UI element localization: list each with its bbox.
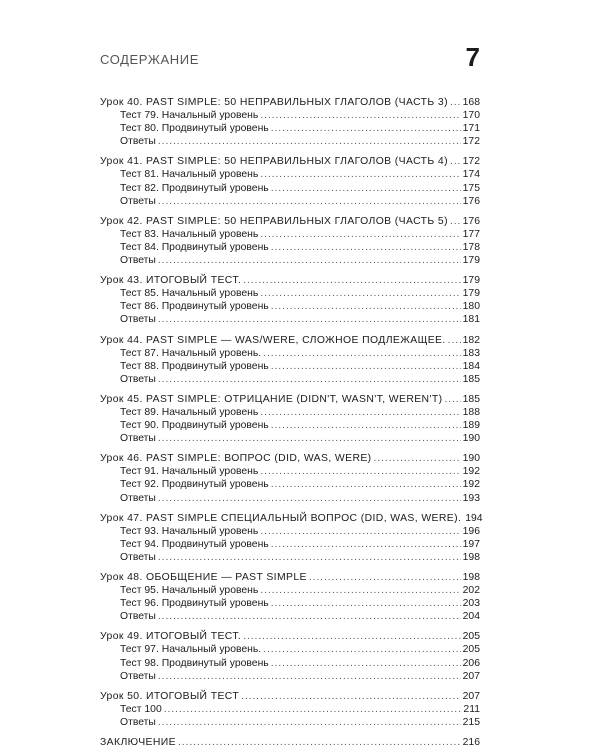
leader-dots: [450, 215, 461, 228]
toc-lesson-title: Урок 46. PAST SIMPLE: ВОПРОС (DID, WAS, WERE): [100, 453, 372, 465]
toc-lesson: [100, 571, 480, 623]
leader-dots: [158, 670, 461, 683]
leader-dots: [260, 168, 460, 181]
toc-subentry-page: 190: [462, 433, 480, 445]
leader-dots: [260, 287, 460, 300]
toc-subentry-title: Тест 87. Начальный уровень.: [120, 347, 262, 359]
toc-subentry-row: [100, 643, 480, 656]
toc-subentry-row: [100, 241, 480, 254]
toc-lesson: [100, 155, 480, 207]
toc-subentry-page: 176: [462, 195, 480, 207]
leader-dots: [243, 274, 460, 287]
toc-subentry-page: 205: [462, 644, 480, 656]
leader-dots: [260, 228, 460, 241]
toc-subentry-title: Тест 86. Продвинутый уровень: [120, 301, 269, 313]
leader-dots: [243, 630, 460, 643]
toc-subentry-page: 197: [462, 538, 480, 550]
toc-lesson-page: 179: [462, 275, 480, 287]
toc-subentry-row: [100, 610, 480, 623]
toc-subentry-title: Тест 92. Продвинутый уровень: [120, 479, 269, 491]
leader-dots: [271, 419, 461, 432]
leader-dots: [271, 478, 461, 491]
leader-dots: [271, 360, 461, 373]
toc-subentry-row: [100, 373, 480, 386]
leader-dots: [260, 584, 460, 597]
toc-subentry-page: 207: [462, 670, 480, 682]
leader-dots: [271, 122, 461, 135]
toc-conclusion: [100, 736, 480, 749]
toc-subentry-row: [100, 584, 480, 597]
toc-subentry-title: Тест 90. Продвинутый уровень: [120, 420, 269, 432]
toc-subentry-page: 174: [462, 169, 480, 181]
toc-lesson-title: Урок 45. PAST SIMPLE: ОТРИЦАНИЕ (DIDN'T, WASN'T, WEREN'T): [100, 393, 443, 405]
toc-subentry-title: Тест 93. Начальный уровень: [120, 525, 259, 537]
toc-subentry-row: [100, 716, 480, 729]
toc-subentry-title: Ответы: [120, 433, 156, 445]
toc-subentry-page: 185: [462, 373, 480, 385]
toc-subentry-title: Тест 81. Начальный уровень: [120, 169, 259, 181]
toc-lesson-title: Урок 49. ИТОГОВЫЙ ТЕСТ.: [100, 631, 242, 643]
leader-dots: [309, 571, 461, 584]
leader-dots: [263, 643, 460, 656]
toc-subentry-title: Тест 89. Начальный уровень: [120, 406, 259, 418]
toc-subentry-page: 189: [462, 420, 480, 432]
leader-dots: [450, 96, 461, 109]
toc-subentry-row: [100, 492, 480, 505]
toc-lesson-title: Урок 43. ИТОГОВЫЙ ТЕСТ.: [100, 275, 242, 287]
toc-subentry-row: [100, 670, 480, 683]
toc-subentry-title: Ответы: [120, 314, 156, 326]
toc-subentry-title: Тест 88. Продвинутый уровень: [120, 360, 269, 372]
toc-subentry-row: [100, 347, 480, 360]
leader-dots: [158, 492, 461, 505]
toc-lesson-row: [100, 155, 480, 168]
toc-subentry-title: Ответы: [120, 255, 156, 267]
toc-lesson-page: 172: [462, 156, 480, 168]
toc-subentry-title: Ответы: [120, 195, 156, 207]
toc-subentry-page: 177: [462, 228, 480, 240]
toc-lesson-title: Урок 42. PAST SIMPLE: 50 НЕПРАВИЛЬНЫХ ГЛАГОЛОВ (ЧАСТЬ 5): [100, 215, 448, 227]
toc-lesson-page: 190: [462, 453, 480, 465]
toc-subentry-row: [100, 432, 480, 445]
toc-subentry-page: 172: [462, 136, 480, 148]
page-header: [100, 42, 480, 78]
leader-dots: [158, 254, 461, 267]
toc-subentry-row: [100, 703, 480, 716]
leader-dots: [271, 597, 461, 610]
leader-dots: [178, 736, 461, 749]
toc-subentry-page: 178: [462, 241, 480, 253]
toc-subentry-row: [100, 465, 480, 478]
toc-subentry-title: Тест 83. Начальный уровень: [120, 228, 259, 240]
toc-lesson-page: 176: [462, 215, 480, 227]
leader-dots: [158, 195, 461, 208]
leader-dots: [158, 432, 461, 445]
toc-subentry-title: Тест 82. Продвинутый уровень: [120, 182, 269, 194]
toc-subentry-row: [100, 135, 480, 148]
leader-dots: [260, 465, 460, 478]
toc-subentry-page: 203: [462, 598, 480, 610]
toc-subentry-page: 179: [462, 255, 480, 267]
toc-subentry-row: [100, 360, 480, 373]
toc-subentry-page: 175: [462, 182, 480, 194]
toc-subentry-page: 196: [462, 525, 480, 537]
toc-lesson-title: Урок 47. PAST SIMPLE СПЕЦИАЛЬНЫЙ ВОПРОС (DID, WAS, WERE).: [100, 512, 462, 524]
toc-subentry-title: Ответы: [120, 611, 156, 623]
toc-subentry-row: [100, 313, 480, 326]
toc-subentry-page: 215: [462, 716, 480, 728]
toc-subentry-row: [100, 195, 480, 208]
leader-dots: [263, 347, 460, 360]
toc-lesson: [100, 690, 480, 729]
leader-dots: [158, 373, 461, 386]
leader-dots: [158, 135, 461, 148]
toc-lesson-row: [100, 452, 480, 465]
toc-lesson: [100, 334, 480, 386]
toc-subentry-title: Ответы: [120, 492, 156, 504]
toc-subentry-title: Ответы: [120, 136, 156, 148]
toc-lesson-row: [100, 512, 483, 525]
toc-subentry-row: [100, 300, 480, 313]
toc-subentry-page: 206: [462, 657, 480, 669]
toc-subentry-row: [100, 657, 480, 670]
toc-lesson-row: [100, 690, 480, 703]
toc-conclusion-title: ЗАКЛЮЧЕНИЕ: [100, 737, 176, 749]
toc-lesson: [100, 452, 480, 504]
toc-subentry-row: [100, 287, 480, 300]
toc-subentry-row: [100, 122, 480, 135]
toc-lesson-row: [100, 274, 480, 287]
toc-subentry-row: [100, 551, 480, 564]
leader-dots: [448, 334, 461, 347]
toc-lesson-page: 207: [462, 690, 480, 702]
toc-lesson: [100, 274, 480, 326]
leader-dots: [374, 452, 461, 465]
toc-subentry-title: Тест 79. Начальный уровень: [120, 110, 259, 122]
toc-lesson: [100, 630, 480, 682]
toc-subentry-page: 183: [462, 347, 480, 359]
leader-dots: [158, 610, 461, 623]
toc-subentry-title: Тест 80. Продвинутый уровень: [120, 123, 269, 135]
leader-dots: [271, 300, 461, 313]
leader-dots: [260, 406, 460, 419]
toc-lesson-title: Урок 41. PAST SIMPLE: 50 НЕПРАВИЛЬНЫХ ГЛАГОЛОВ (ЧАСТЬ 4): [100, 156, 448, 168]
toc-lesson: [100, 96, 480, 148]
toc-subentry-title: Тест 98. Продвинутый уровень: [120, 657, 269, 669]
toc-subentry-title: Ответы: [120, 551, 156, 563]
toc-subentry-row: [100, 254, 480, 267]
toc-subentry-title: Ответы: [120, 373, 156, 385]
toc-subentry-page: 198: [462, 551, 480, 563]
toc-lesson-page: 182: [462, 334, 480, 346]
toc-subentry-title: Тест 95. Начальный уровень: [120, 585, 259, 597]
toc-conclusion-page: 216: [462, 737, 480, 749]
toc-subentry-page: 192: [462, 466, 480, 478]
toc-subentry-row: [100, 478, 480, 491]
toc-lessons: [100, 96, 483, 729]
leader-dots: [158, 551, 461, 564]
toc-subentry-title: Тест 84. Продвинутый уровень: [120, 241, 269, 253]
toc-lesson-title: Урок 50. ИТОГОВЫЙ ТЕСТ: [100, 690, 240, 702]
toc-subentry-row: [100, 406, 480, 419]
toc-subentry-row: [100, 109, 480, 122]
toc-lesson-row: [100, 571, 480, 584]
toc-subentry-page: 184: [462, 360, 480, 372]
toc-lesson-row: [100, 393, 480, 406]
toc-subentry-row: [100, 182, 480, 195]
toc-subentry-title: Ответы: [120, 670, 156, 682]
toc-subentry-row: [100, 597, 480, 610]
toc-lesson: [100, 393, 480, 445]
toc-subentry-page: 171: [462, 123, 480, 135]
toc-lesson-title: Урок 48. ОБОБЩЕНИЕ — PAST SIMPLE: [100, 572, 307, 583]
leader-dots: [260, 525, 460, 538]
toc-lesson-row: [100, 96, 480, 109]
toc-lesson-page: 198: [462, 572, 480, 583]
toc-subentry-title: Ответы: [120, 716, 156, 728]
toc-subentry-page: 202: [462, 585, 480, 597]
toc-subentry-page: 170: [462, 110, 480, 122]
toc-subentry-title: Тест 85. Начальный уровень: [120, 288, 259, 300]
leader-dots: [158, 313, 461, 326]
toc-subentry-title: Тест 96. Продвинутый уровень: [120, 598, 269, 610]
toc-subentry-title: Тест 91. Начальный уровень: [120, 466, 259, 478]
toc-subentry-row: [100, 168, 480, 181]
toc-subentry-title: Тест 100: [120, 703, 162, 715]
toc-subentry-page: 204: [462, 611, 480, 623]
leader-dots: [164, 703, 462, 716]
leader-dots: [271, 538, 461, 551]
toc-lesson-page: 168: [462, 97, 480, 108]
toc-subentry-row: [100, 538, 480, 551]
toc-subentry-page: 180: [462, 301, 480, 313]
toc-subentry-row: [100, 525, 480, 538]
toc-lesson-row: [100, 334, 480, 347]
leader-dots: [241, 690, 461, 703]
toc-lesson-row: [100, 215, 480, 228]
leader-dots: [450, 155, 461, 168]
leader-dots: [158, 716, 461, 729]
toc-subentry-page: 181: [462, 314, 480, 326]
toc-subentry-page: 188: [462, 406, 480, 418]
leader-dots: [271, 182, 461, 195]
toc-lesson-row: [100, 630, 480, 643]
toc-lesson-page: 205: [462, 631, 480, 643]
toc-subentry-page: 179: [462, 288, 480, 300]
leader-dots: [444, 393, 460, 406]
toc-subentry-title: Тест 94. Продвинутый уровень: [120, 538, 269, 550]
toc-subentry-page: 192: [462, 479, 480, 491]
toc-subentry-row: [100, 228, 480, 241]
leader-dots: [271, 241, 461, 254]
toc-lesson-title: Урок 44. PAST SIMPLE — WAS/WERE, СЛОЖНОЕ ПОДЛЕЖАЩЕЕ.: [100, 334, 446, 346]
toc-lesson: [100, 215, 480, 267]
toc-lesson-page: 194: [465, 512, 483, 524]
toc-subentry-title: Тест 97. Начальный уровень.: [120, 644, 262, 656]
running-head: СОДЕРЖАНИЕ: [100, 52, 200, 67]
toc-subentry-row: [100, 419, 480, 432]
toc-lesson-page: 185: [462, 393, 480, 405]
leader-dots: [271, 657, 461, 670]
toc-lesson: [100, 512, 483, 564]
table-of-contents: [100, 96, 483, 749]
toc-subentry-page: 193: [462, 492, 480, 504]
leader-dots: [260, 109, 460, 122]
toc-subentry-page: 211: [463, 703, 480, 715]
toc-lesson-title: Урок 40. PAST SIMPLE: 50 НЕПРАВИЛЬНЫХ ГЛАГОЛОВ (ЧАСТЬ 3): [100, 97, 448, 108]
page-number: 7: [465, 42, 480, 72]
